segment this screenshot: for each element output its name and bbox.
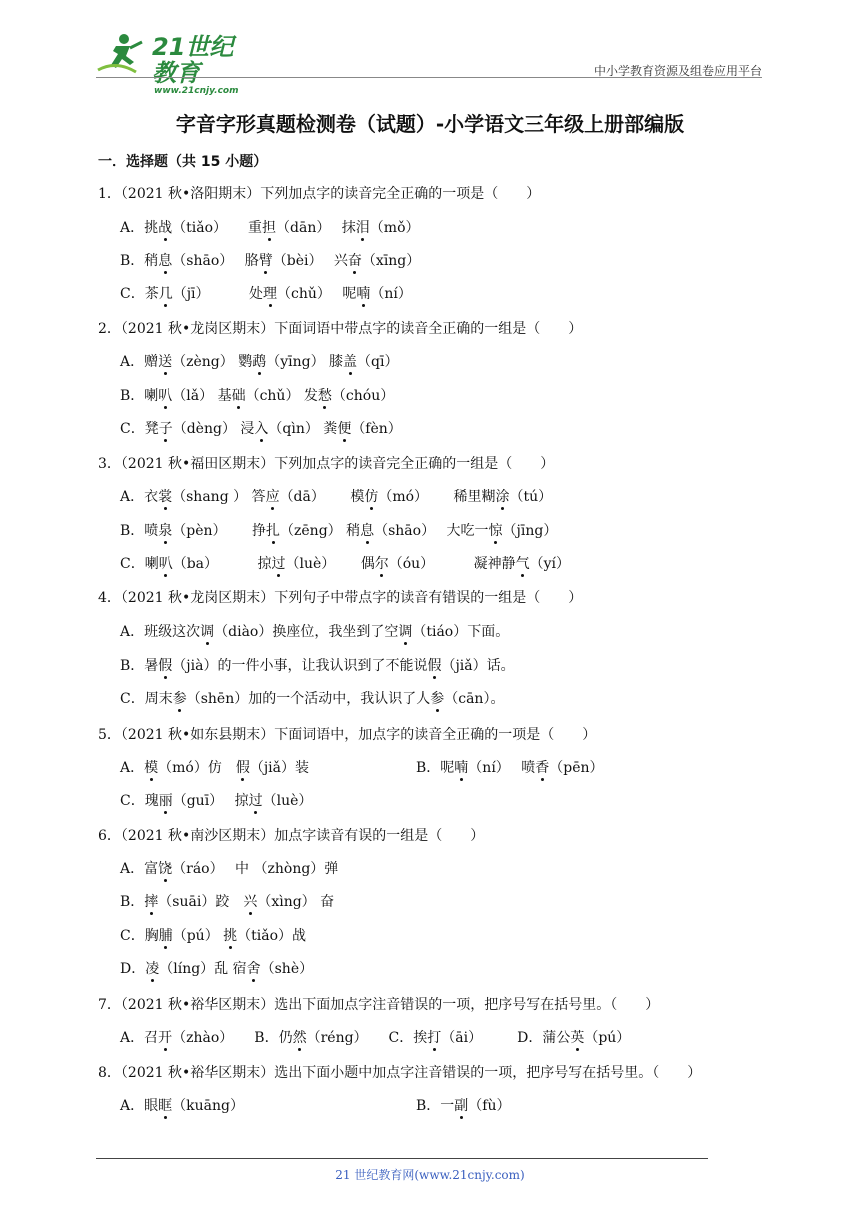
emphasis-dot: 盖 bbox=[343, 354, 358, 370]
page-header bbox=[96, 32, 762, 96]
emphasis-dot: 假 bbox=[427, 658, 442, 674]
emphasis-dot: 础 bbox=[231, 388, 246, 404]
question-option: A．召开（zhào） B．仍然（réng） C．挨打（āi） D．蒲公英（pú） bbox=[120, 1030, 631, 1046]
emphasis-dot: 调 bbox=[398, 624, 413, 640]
question-stem: 2．（2021 秋•龙岗区期末）下面词语中带点字的读音全正确的一组是（ ） bbox=[98, 321, 583, 337]
emphasis-dot: 眶 bbox=[158, 1098, 173, 1114]
emphasis-dot: 泪 bbox=[355, 220, 370, 236]
emphasis-dot: 入 bbox=[254, 421, 269, 437]
emphasis-dot: 丽 bbox=[158, 793, 173, 809]
emphasis-dot: 喃 bbox=[454, 760, 469, 776]
emphasis-dot: 裳 bbox=[158, 489, 173, 505]
question-option: A．班级这次调（diào）换座位，我坐到了空调（tiáo）下面。 bbox=[120, 624, 510, 640]
emphasis-dot: 叭 bbox=[158, 556, 173, 572]
platform-name: 中小学教育资源及组卷应用平台 bbox=[593, 64, 762, 78]
logo-url-text: www.21cnjy.com bbox=[154, 86, 239, 96]
emphasis-dot: 息 bbox=[158, 253, 173, 269]
emphasis-dot: 参 bbox=[172, 691, 187, 707]
emphasis-dot: 几 bbox=[158, 286, 173, 302]
question-option: C．瑰丽（guī） 掠过（luè） bbox=[120, 793, 313, 809]
emphasis-dot: 挑 bbox=[223, 928, 238, 944]
section-heading: 一．选择题（共 15 小题） bbox=[98, 154, 268, 170]
emphasis-dot: 送 bbox=[158, 354, 173, 370]
question-option: C．周末参（shēn）加的一个活动中，我认识了人参（cān）。 bbox=[120, 691, 505, 707]
emphasis-dot: 打 bbox=[427, 1030, 442, 1046]
emphasis-dot: 息 bbox=[360, 523, 375, 539]
emphasis-dot: 过 bbox=[271, 556, 286, 572]
question-stem: 3．（2021 秋•福田区期末）下列加点字的读音完全正确的一组是（ ） bbox=[98, 456, 555, 472]
emphasis-dot: 舍 bbox=[246, 961, 261, 977]
emphasis-dot: 摔 bbox=[144, 894, 159, 910]
question-option: A．模（mó）仿 假（jiǎ）装 bbox=[120, 760, 310, 776]
emphasis-dot: 喃 bbox=[356, 286, 371, 302]
emphasis-dot: 开 bbox=[158, 1030, 173, 1046]
question-option: B．喷泉（pèn） 挣扎（zēng） 稍息（shāo） 大吃一惊（jīng） bbox=[120, 523, 558, 539]
emphasis-dot: 子 bbox=[158, 421, 173, 437]
emphasis-dot: 涂 bbox=[495, 489, 510, 505]
emphasis-dot: 扎 bbox=[266, 523, 281, 539]
emphasis-dot: 鹉 bbox=[252, 354, 267, 370]
page-title: 字音字形真题检测卷（试题）-小学语文三年级上册部编版 bbox=[175, 112, 685, 136]
emphasis-dot: 战 bbox=[158, 220, 173, 236]
site-logo[interactable] bbox=[96, 32, 239, 96]
question-option: D．凌（líng）乱 宿舍（shè） bbox=[120, 961, 314, 977]
emphasis-dot: 调 bbox=[200, 624, 215, 640]
question-option: C．茶几（jī） 处理（chǔ） 呢喃（ní） bbox=[120, 286, 412, 302]
question-option: B．稍息（shāo） 胳臂（bèi） 兴奋（xīng） bbox=[120, 253, 421, 269]
logo-wordmark bbox=[152, 34, 239, 96]
question-stem: 8．（2021 秋•裕华区期末）选出下面小题中加点字注音错误的一项，把序号写在括号里。（ ） bbox=[98, 1065, 702, 1081]
question-option: B．喇叭（lǎ） 基础（chǔ） 发愁（chóu） bbox=[120, 388, 395, 404]
emphasis-dot: 兴 bbox=[243, 894, 258, 910]
emphasis-dot: 副 bbox=[454, 1098, 469, 1114]
emphasis-dot: 过 bbox=[248, 793, 263, 809]
emphasis-dot: 然 bbox=[292, 1030, 307, 1046]
emphasis-dot: 惊 bbox=[488, 523, 503, 539]
emphasis-dot: 理 bbox=[263, 286, 277, 302]
question-option: A．挑战（tiǎo） 重担（dān） 抹泪（mǒ） bbox=[120, 220, 420, 236]
emphasis-dot: 气 bbox=[515, 556, 530, 572]
emphasis-dot: 假 bbox=[158, 658, 173, 674]
question-option: B．摔（suāi）跤 兴（xìng） 奋 bbox=[120, 894, 335, 910]
question-option: A．衣裳（shang ） 答应（dā） 模仿（mó） 稀里糊涂（tú） bbox=[120, 489, 553, 505]
emphasis-dot: 泉 bbox=[158, 523, 173, 539]
emphasis-dot: 模 bbox=[144, 760, 159, 776]
emphasis-dot: 尔 bbox=[374, 556, 389, 572]
emphasis-dot: 奋 bbox=[347, 253, 362, 269]
runner-logo-icon bbox=[96, 32, 150, 76]
emphasis-dot: 英 bbox=[570, 1030, 585, 1046]
emphasis-dot: 仿 bbox=[364, 489, 379, 505]
emphasis-dot: 凌 bbox=[145, 961, 160, 977]
question-stem: 6．（2021 秋•南沙区期末）加点字读音有误的一组是（ ） bbox=[98, 828, 485, 844]
emphasis-dot: 假 bbox=[235, 760, 250, 776]
question-option: A．赠送（zèng） 鹦鹉（yīng） 膝盖（qī） bbox=[120, 354, 399, 370]
emphasis-dot: 脯 bbox=[158, 928, 173, 944]
question-option: B．暑假（jià）的一件小事，让我认识到了不能说假（jiǎ）话。 bbox=[120, 658, 515, 674]
question-stem: 1．（2021 秋•洛阳期末）下列加点字的读音完全正确的一项是（ ） bbox=[98, 186, 541, 202]
question-option: C．喇叭（ba） 掠过（luè） 偶尔（óu） 凝神静气（yí） bbox=[120, 556, 571, 572]
emphasis-dot: 叭 bbox=[158, 388, 173, 404]
emphasis-dot: 饶 bbox=[158, 861, 173, 877]
question-option: C．胸脯（pú） 挑（tiǎo）战 bbox=[120, 928, 307, 944]
question-option: B．一副（fù） bbox=[416, 1098, 511, 1114]
page-footer[interactable]: 21 世纪教育网(www.21cnjy.com) bbox=[335, 1168, 525, 1182]
question-option: A．富饶（ráo） 中 （zhòng）弹 bbox=[120, 861, 339, 877]
question-option: C．凳子（dèng） 浸入（qìn） 粪便（fèn） bbox=[120, 421, 402, 437]
emphasis-dot: 香 bbox=[535, 760, 550, 776]
emphasis-dot: 臂 bbox=[258, 253, 273, 269]
emphasis-dot: 参 bbox=[430, 691, 445, 707]
header-divider bbox=[96, 77, 762, 78]
question-stem: 4．（2021 秋•龙岗区期末）下列句子中带点字的读音有错误的一组是（ ） bbox=[98, 590, 583, 606]
question-stem: 7．（2021 秋•裕华区期末）选出下面加点字注音错误的一项，把序号写在括号里。（ ） bbox=[98, 997, 660, 1013]
emphasis-dot: 便 bbox=[337, 421, 352, 437]
emphasis-dot: 应 bbox=[265, 489, 280, 505]
question-option: B．呢喃（ní） 喷香（pēn） bbox=[416, 760, 604, 776]
question-stem: 5．（2021 秋•如东县期末）下面词语中，加点字的读音全正确的一项是（ ） bbox=[98, 727, 597, 743]
footer-divider bbox=[96, 1158, 708, 1159]
emphasis-dot: 担 bbox=[262, 220, 277, 236]
logo-brand-text: 21世纪教育 bbox=[152, 33, 234, 87]
question-option: A．眼眶（kuāng） bbox=[120, 1098, 244, 1114]
emphasis-dot: 愁 bbox=[317, 388, 332, 404]
